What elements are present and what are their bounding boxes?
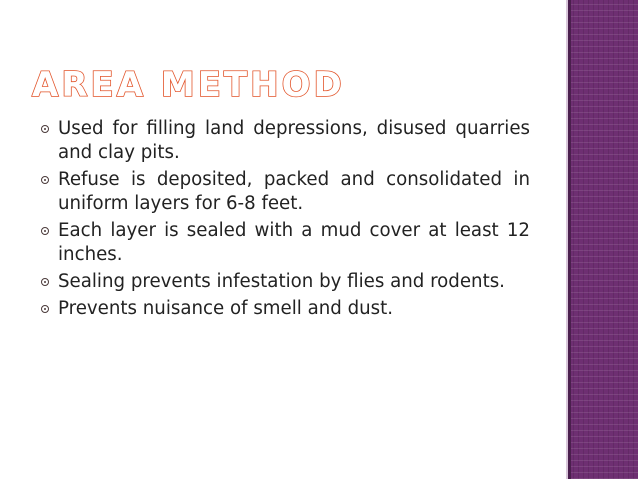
bullet-item bbox=[42, 270, 530, 294]
bullet-item bbox=[42, 297, 530, 321]
bullet-text: Sealing prevents infestation by flies and rodents. bbox=[58, 271, 505, 292]
bullet-text: Prevents nuisance of smell and dust. bbox=[58, 298, 394, 319]
bullet-list bbox=[42, 117, 530, 321]
bullet-text: Each layer is sealed with a mud cover at least 12 inches. bbox=[58, 220, 530, 265]
bullet-circle-icon bbox=[41, 278, 49, 286]
bullet-text: Refuse is deposited, packed and consolidated in uniform layers for 6-8 feet. bbox=[58, 169, 530, 214]
slide-title-text: AREA METHOD bbox=[32, 65, 345, 105]
bullet-item bbox=[42, 219, 530, 267]
bullet-text: Used for filling land depressions, disused quarries and clay pits. bbox=[58, 118, 530, 163]
bullet-circle-icon bbox=[41, 125, 49, 133]
bullet-item bbox=[42, 117, 530, 165]
slide-content bbox=[42, 117, 530, 324]
bullet-circle-icon bbox=[41, 176, 49, 184]
bullet-circle-icon bbox=[41, 227, 49, 235]
decorative-side-band bbox=[568, 0, 638, 479]
bullet-item bbox=[42, 168, 530, 216]
bullet-circle-icon bbox=[41, 305, 49, 313]
slide-title bbox=[30, 62, 345, 106]
